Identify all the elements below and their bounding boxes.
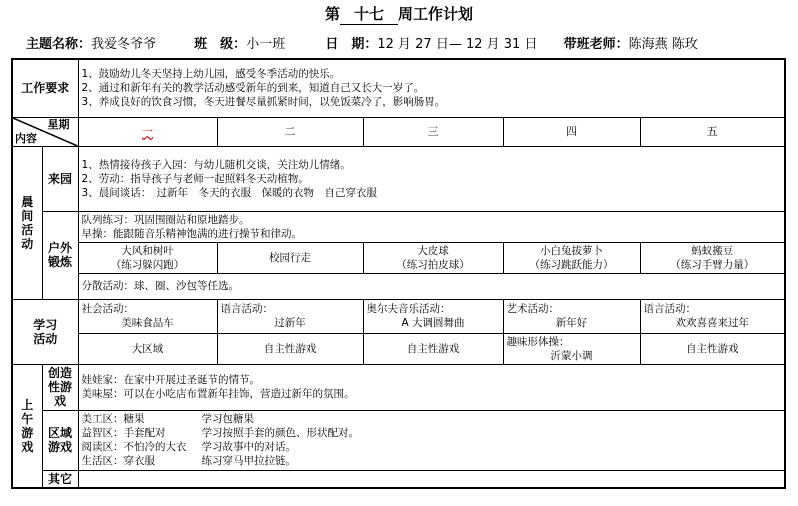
study-name: 欢欢喜喜来过年 xyxy=(675,317,750,329)
theme-label: 主题名称： xyxy=(26,37,92,52)
area-goal: 学习按照手套的颜色、形状配对。 xyxy=(201,427,360,439)
weekly-plan-table xyxy=(11,58,786,489)
study-row-2 xyxy=(12,333,785,364)
area-item xyxy=(82,426,782,440)
study-row2-cell: 大区域 xyxy=(78,333,217,364)
requirements-label: 工作要求 xyxy=(12,59,78,117)
study-name: A 大调圆舞曲 xyxy=(401,317,465,329)
requirements-content xyxy=(78,59,785,117)
outdoor-intro-row xyxy=(12,211,785,242)
arrival-item: 3、晨间谈话： 过新年 冬天的衣服 保暖的衣物 自己穿衣服 xyxy=(81,186,377,199)
other-label: 其它 xyxy=(42,470,78,488)
scattered-activity: 分散活动：球、圈、沙包等任选。 xyxy=(78,273,785,299)
day-thursday: 四 xyxy=(503,117,640,146)
arrival-label: 来园 xyxy=(42,146,78,211)
creative-item: 娃娃家：在家中开展过圣诞节的情节。 xyxy=(81,374,261,386)
outdoor-activity-name: 小白兔拔萝卜 xyxy=(540,244,604,257)
content-axis-label: 内容 xyxy=(15,131,37,145)
study-label-text: 学习活动 xyxy=(33,317,58,346)
games-section-label xyxy=(12,364,42,488)
outdoor-activity-note: （练习跳跃能力） xyxy=(529,258,614,271)
outdoor-days-row xyxy=(12,242,785,273)
date-value: 12 月 27 日— 12 月 31 日 xyxy=(377,37,538,52)
creative-label xyxy=(42,364,78,410)
day-monday: 一 xyxy=(78,117,217,146)
study-row2-cell: 自主性游戏 xyxy=(217,333,363,364)
teacher-label: 带班老师： xyxy=(563,37,629,52)
other-row xyxy=(12,470,785,488)
outdoor-day-cell xyxy=(363,242,503,273)
area-goal: 学习故事中的对话。 xyxy=(201,441,297,453)
study-label xyxy=(12,299,78,364)
outdoor-activity-name: 蚂蚁搬豆 xyxy=(691,244,734,257)
arrival-content xyxy=(78,146,785,211)
study-type: 社会活动： xyxy=(81,303,135,315)
page-title xyxy=(0,3,798,25)
study-name: 过新年 xyxy=(274,317,306,329)
area-label xyxy=(42,410,78,470)
outdoor-day-cell xyxy=(217,242,363,273)
class-value: 小一班 xyxy=(246,37,286,52)
outdoor-intro-item: 队列练习：巩固围圈站和原地踏步。 xyxy=(81,213,250,226)
study-row2-cell xyxy=(503,333,640,364)
study-name: 美味食品车 xyxy=(121,317,174,329)
arrival-row xyxy=(12,146,785,211)
area-item xyxy=(82,440,782,454)
outdoor-activity-name: 大皮球 xyxy=(417,244,449,257)
study-row2-cell: 自主性游戏 xyxy=(363,333,503,364)
diagonal-header-cell xyxy=(12,117,78,146)
requirement-item: 2、通过和新年有关的教学活动感受新年的到来，知道自己又长大一岁了。 xyxy=(81,82,425,95)
study-type: 艺术活动： xyxy=(506,303,560,315)
day-friday: 五 xyxy=(640,117,785,146)
creative-label-text: 创造性游戏 xyxy=(47,366,72,408)
class-label: 班 级： xyxy=(194,37,247,52)
arrival-item: 1、热情接待孩子入园：与幼儿随机交谈，关注幼儿情绪。 xyxy=(81,158,351,171)
area-item xyxy=(82,412,782,426)
title-prefix: 第 xyxy=(324,5,340,23)
study-name: 新年好 xyxy=(555,317,588,329)
outdoor-intro xyxy=(78,211,785,242)
weekday-header-row xyxy=(12,117,785,146)
day-wednesday: 三 xyxy=(363,117,503,146)
area-zone: 益智区：手套配对 xyxy=(81,427,166,439)
outdoor-activity-note: （练习拍皮球） xyxy=(396,258,470,271)
morning-label-text: 晨间活动 xyxy=(21,194,34,251)
week-number: 十七 xyxy=(340,3,398,25)
outdoor-day-cell xyxy=(640,242,785,273)
creative-item: 美味屋：可以在小吃店布置新年挂饰，营造过新年的氛围。 xyxy=(81,388,355,400)
week-axis-label: 星期 xyxy=(47,117,70,131)
area-zone: 生活区：穿衣服 xyxy=(81,455,156,467)
teacher-value: 陈海燕 陈玫 xyxy=(628,37,698,52)
area-goal: 学习包糖果 xyxy=(201,413,255,425)
study-row-1 xyxy=(12,299,785,333)
creative-game-row xyxy=(12,364,785,410)
area-game-row xyxy=(12,410,785,470)
study-cell xyxy=(363,299,503,333)
study-cell xyxy=(503,299,640,333)
outdoor-activity-note: （练习手臂力量） xyxy=(670,258,755,271)
study-type: 语言活动： xyxy=(643,303,697,315)
title-suffix: 周工作计划 xyxy=(398,5,474,23)
creative-content xyxy=(78,364,785,410)
arrival-item: 2、劳动：指导孩子与老师一起照料冬天动植物。 xyxy=(81,172,309,185)
games-label-text: 上午游戏 xyxy=(21,397,34,454)
outdoor-activity-note: （练习躲闪跑） xyxy=(110,258,185,271)
study-type: 奥尔夫音乐活动： xyxy=(366,303,451,315)
requirement-item: 1、鼓励幼儿冬天坚持上幼儿园，感受冬季活动的快乐。 xyxy=(81,68,341,81)
requirement-item: 3、养成良好的饮食习惯，冬天进餐尽量抓紧时间，以免饭菜冷了，影响肠胃。 xyxy=(81,96,446,109)
study-type: 趣味形体操： xyxy=(506,335,570,348)
outdoor-activity-name: 大风和树叶 xyxy=(121,244,174,257)
day-tuesday: 二 xyxy=(217,117,363,146)
outdoor-intro-item: 早操：能跟随音乐精神饱满的进行操节和律动。 xyxy=(81,227,303,240)
study-type: 语言活动： xyxy=(220,303,274,315)
outdoor-label xyxy=(42,211,78,299)
theme-value: 我爱冬爷爷 xyxy=(91,37,157,52)
study-name: 沂蒙小调 xyxy=(550,349,593,362)
morning-section-label xyxy=(12,146,42,299)
area-content xyxy=(78,410,785,470)
area-zone: 美工区：糖果 xyxy=(81,413,145,425)
outdoor-day-cell xyxy=(78,242,217,273)
outdoor-activity-name: 校园行走 xyxy=(269,251,312,264)
study-cell xyxy=(640,299,785,333)
study-row2-cell: 自主性游戏 xyxy=(640,333,785,364)
area-item xyxy=(82,454,782,468)
area-zone: 阅读区：不怕冷的大衣 xyxy=(81,441,187,453)
study-cell xyxy=(217,299,363,333)
plan-meta xyxy=(26,33,796,52)
outdoor-label-text: 户外锻炼 xyxy=(47,241,72,269)
date-label: 日 期： xyxy=(325,37,378,52)
outdoor-day-cell xyxy=(503,242,640,273)
scattered-row xyxy=(12,273,785,299)
requirements-row xyxy=(12,59,785,117)
study-cell xyxy=(78,299,217,333)
area-goal: 练习穿马甲拉拉链。 xyxy=(201,455,297,467)
area-label-text: 区域游戏 xyxy=(47,426,72,454)
other-content xyxy=(78,470,785,488)
